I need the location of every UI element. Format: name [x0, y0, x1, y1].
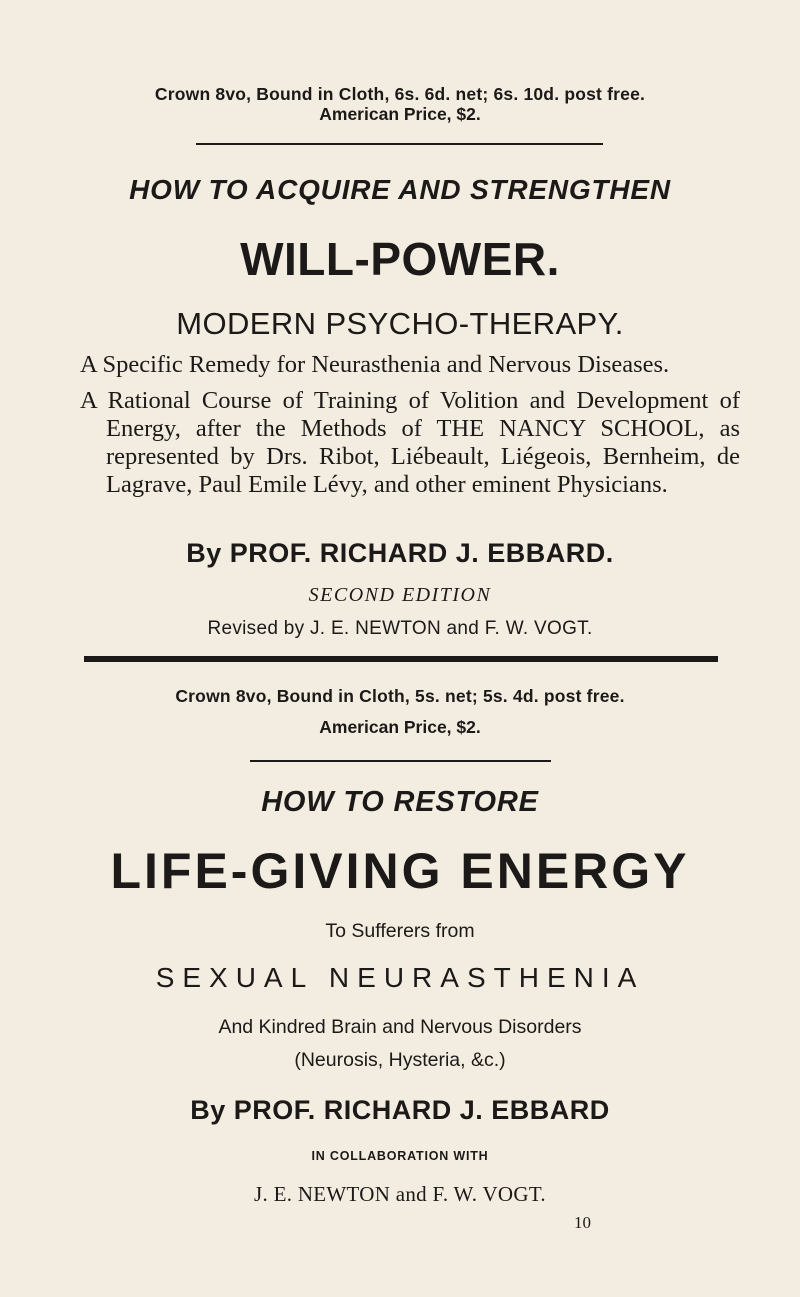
book1-main-title: WILL-POWER. [240, 233, 560, 285]
section-divider [84, 656, 718, 662]
book1-edition: SECOND EDITION [308, 584, 492, 606]
book2-collaborators: J. E. NEWTON and F. W. VOGT. [254, 1182, 546, 1206]
book1-desc-line-1: A Specific Remedy for Neurasthenia and Nervous Diseases. [80, 351, 670, 378]
book2-author: By PROF. RICHARD J. EBBARD [190, 1095, 610, 1125]
book2-to-sufferers: To Sufferers from [325, 920, 475, 942]
page-number: 10 [574, 1213, 591, 1232]
book1-binding-line: Crown 8vo, Bound in Cloth, 6s. 6d. net; 6s. 10d. post free. [154, 84, 646, 104]
book2-main-title: LIFE-GIVING ENERGY [110, 843, 690, 899]
book1-subtitle: MODERN PSYCHO-THERAPY. [176, 306, 624, 341]
book2-kindred-disorders: And Kindred Brain and Nervous Disorders [218, 1016, 582, 1038]
book1-author: By PROF. RICHARD J. EBBARD. [186, 538, 614, 568]
book2-examples: (Neurosis, Hysteria, &c.) [294, 1049, 506, 1071]
book2-title-line: HOW TO RESTORE [261, 786, 539, 818]
book2-binding-line: Crown 8vo, Bound in Cloth, 5s. net; 5s. 4d. post free. [175, 686, 625, 706]
book1-revised-by: Revised by J. E. NEWTON and F. W. VOGT. [207, 618, 593, 639]
book1-description [80, 351, 740, 499]
book2-collaboration-label: IN COLLABORATION WITH [311, 1149, 489, 1163]
book2-price-line: American Price, $2. [319, 717, 481, 737]
middle-divider [250, 760, 551, 762]
book1-price-line: American Price, $2. [319, 104, 481, 124]
top-divider [196, 143, 603, 145]
book2-condition: SEXUAL NEURASTHENIA [155, 962, 645, 993]
book1-desc-line-2: A Rational Course of Training of Volition and Development of Energy, after the Methods of THE NANCY SCHOOL, as represented by Drs. Ribot, Liébeault, Liégeois, Bernheim, de Lagrave, Paul Emile Lévy, and other eminent Physicians. [80, 387, 740, 498]
book1-title-line: HOW TO ACQUIRE AND STRENGTHEN [129, 174, 671, 205]
